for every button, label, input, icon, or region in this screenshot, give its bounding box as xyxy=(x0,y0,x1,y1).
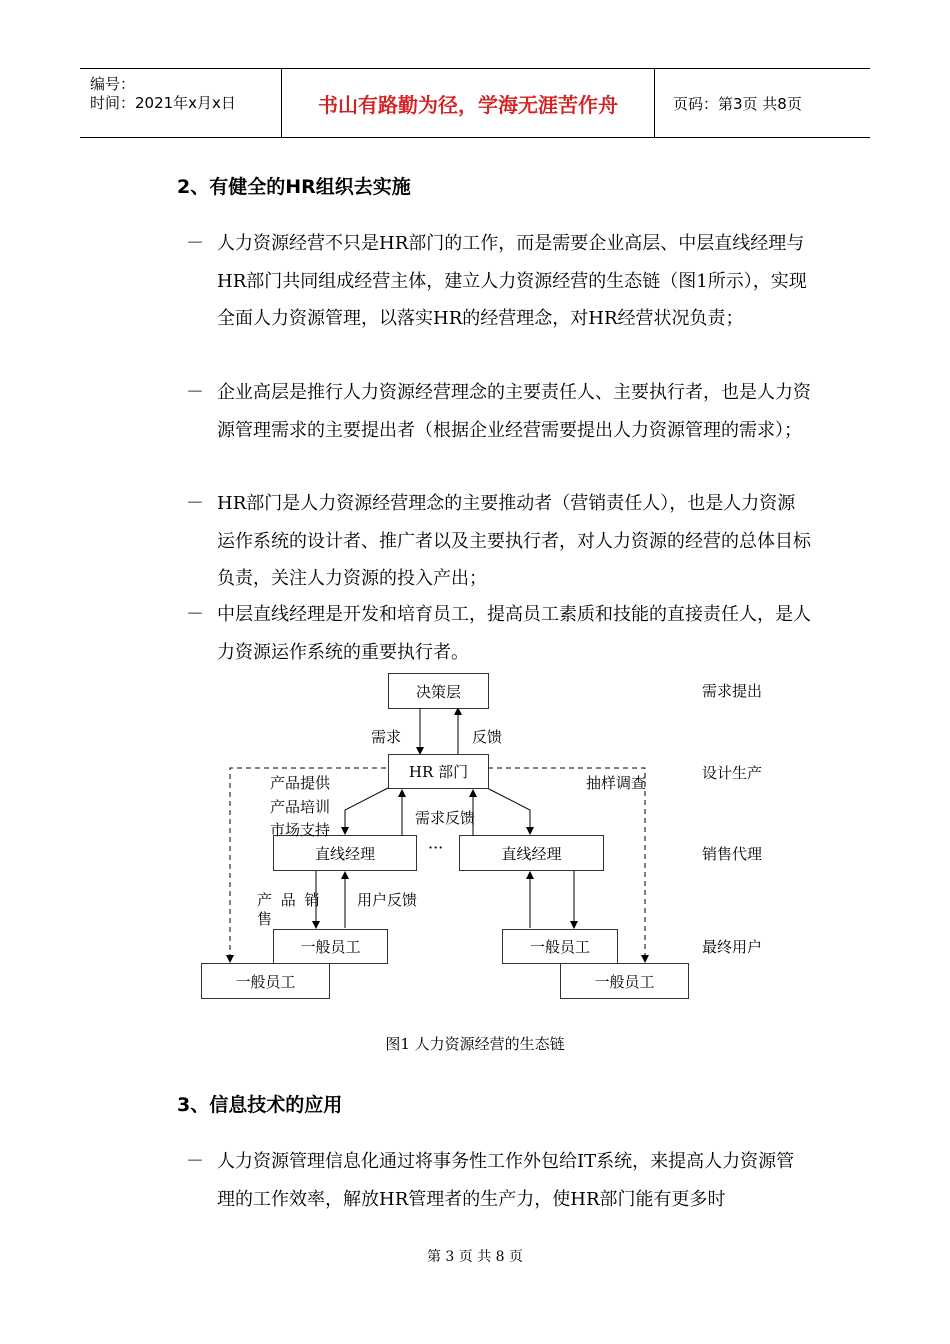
layer-end-user: 最终用户 xyxy=(702,938,763,956)
product-supply-label: 产品提供 xyxy=(270,774,331,792)
user-feedback-label: 用户反馈 xyxy=(357,891,418,909)
list-item-text: 人力资源管理信息化通过将事务性工作外包给IT系统，来提高人力资源管理的工作效率，解放HR管理者的生产力，使HR部门能有更多时 xyxy=(217,1151,795,1210)
section-3-title: 3、信息技术的应用 xyxy=(177,1094,343,1116)
list-dash: － xyxy=(186,1151,204,1172)
list-dash: － xyxy=(186,382,204,403)
employee-node-2: 一般员工 xyxy=(201,963,330,999)
feedback-label: 反馈 xyxy=(472,728,503,746)
page-footer: 第 3 页 共 8 页 xyxy=(426,1249,524,1265)
demand-feedback-label: 需求反馈 xyxy=(415,809,476,827)
product-sales-label: 产 品 销 xyxy=(257,891,322,909)
line-manager-node-right: 直线经理 xyxy=(459,835,604,871)
hr-department-node: HR 部门 xyxy=(388,754,489,789)
demand-label: 需求 xyxy=(371,728,402,746)
decision-layer-node: 决策层 xyxy=(388,673,489,709)
section-2-title: 2、有健全的HR组织去实施 xyxy=(177,176,411,198)
employee-node-3: 一般员工 xyxy=(502,929,618,964)
list-item xyxy=(186,1143,811,1218)
product-training-label: 产品培训 xyxy=(270,798,331,816)
employee-node-4: 一般员工 xyxy=(560,963,689,999)
employee-node-1: 一般员工 xyxy=(273,929,388,964)
figure-caption: 图1 人力资源经营的生态链 xyxy=(385,1035,565,1053)
number-label: 编号： xyxy=(90,75,136,93)
list-item-text: 企业高层是推行人力资源经营理念的主要责任人、主要执行者，也是人力资源管理需求的主要提出者（根据企业经营需要提出人力资源管理的需求）； xyxy=(217,382,811,441)
list-dash: － xyxy=(186,493,204,514)
ellipsis-label: ··· xyxy=(428,838,444,857)
header-page-label: 页码：第3页 共8页 xyxy=(673,94,802,113)
list-dash: － xyxy=(186,604,204,625)
supply-arrow xyxy=(345,788,388,834)
product-sales-label-2: 售 xyxy=(257,910,273,928)
list-item-text: HR部门是人力资源经营理念的主要推动者（营销责任人），也是人力资源运作系统的设计者、推广者以及主要执行者，对人力资源的经营的总体目标负责，关注人力资源的投入产出； xyxy=(217,493,811,589)
list-item-text: 中层直线经理是开发和培育员工，提高员工素质和技能的直接责任人，是人力资源运作系统的重要执行者。 xyxy=(217,604,811,663)
line-manager-node-left: 直线经理 xyxy=(273,835,417,871)
sampling-survey-label: 抽样调查 xyxy=(586,774,647,792)
list-dash: － xyxy=(186,233,204,254)
layer-design-production: 设计生产 xyxy=(702,764,763,782)
list-item-text: 人力资源经营不只是HR部门的工作，而是需要企业高层、中层直线经理与HR部门共同组成经营主体，建立人力资源经营的生态链（图1所示），实现全面人力资源管理，以落实HR的经营理念，对HR经营状况负责； xyxy=(217,233,807,329)
time-label: 时间：2021年x月x日 xyxy=(90,94,236,112)
header-motto: 书山有路勤为径，学海无涯苦作舟 xyxy=(282,69,655,137)
right-supply-arrow xyxy=(487,788,530,834)
layer-demand-raise: 需求提出 xyxy=(702,682,763,700)
layer-sales-agent: 销售代理 xyxy=(702,845,763,863)
market-support-label: 市场支持 xyxy=(270,821,331,839)
